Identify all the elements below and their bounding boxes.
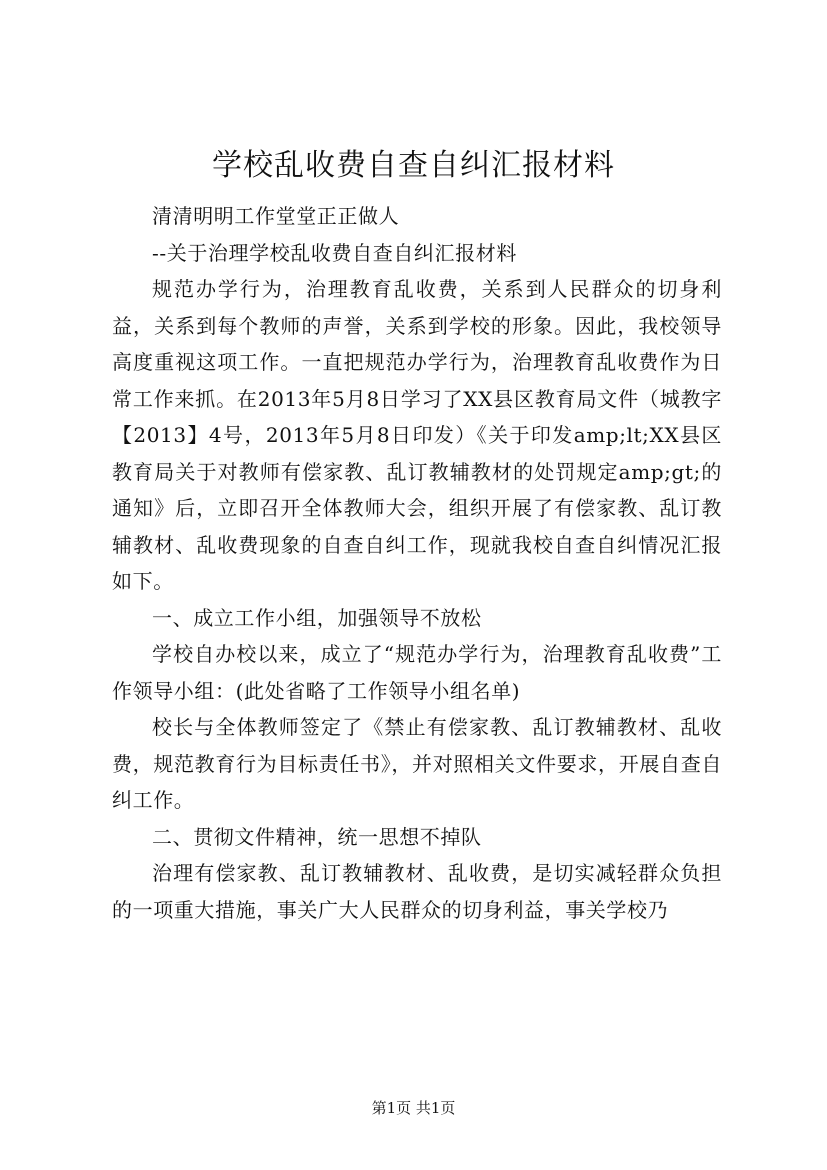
paragraph-motto: 清清明明工作堂堂正正做人 xyxy=(152,204,400,228)
document-body xyxy=(112,198,722,928)
paragraph-working-group: 学校自办校以来，成立了“规范办学行为，治理教育乱收费”工作领导小组：(此处省略了工作领导小组名单) xyxy=(112,642,722,703)
paragraph-introduction: 规范办学行为，治理教育乱收费，关系到人民群众的切身利益，关系到每个教师的声誉，关系到学校的形象。因此，我校领导高度重视这项工作。一直把规范办学行为，治理教育乱收费作为日常工作来抓。在2013年5月8日学习了XX县区教育局文件（城教字【2013】4号，2013年5月8日印发）《关于印发amp;lt;XX县区教育局关于对教师有偿家教、乱订教辅教材的处罚规定amp;gt;的通知》后，立即召开全体教师大会，组织开展了有偿家教、乱订教辅教材、乱收费现象的自查自纠工作，现就我校自查自纠情况汇报如下。 xyxy=(112,277,722,593)
section-heading-one: 一、成立工作小组，加强领导不放松 xyxy=(152,605,482,630)
paragraph-implementation: 治理有偿家教、乱订教辅教材、乱收费，是切实减轻群众负担的一项重大措施，事关广大人民群众的切身利益，事关学校乃 xyxy=(112,861,722,922)
paragraph-subtitle: --关于治理学校乱收费自查自纠汇报材料 xyxy=(152,240,517,265)
section-heading-two: 二、贯彻文件精神，统一思想不掉队 xyxy=(152,824,482,849)
page-footer: 第1页 共1页 xyxy=(371,1099,456,1117)
paragraph-responsibility-agreement: 校长与全体教师签定了《禁止有偿家教、乱订教辅教材、乱收费，规范教育行为目标责任书》，并对照相关文件要求，开展自查自纠工作。 xyxy=(112,715,722,812)
document-title: 学校乱收费自查自纠汇报材料 xyxy=(212,148,615,183)
